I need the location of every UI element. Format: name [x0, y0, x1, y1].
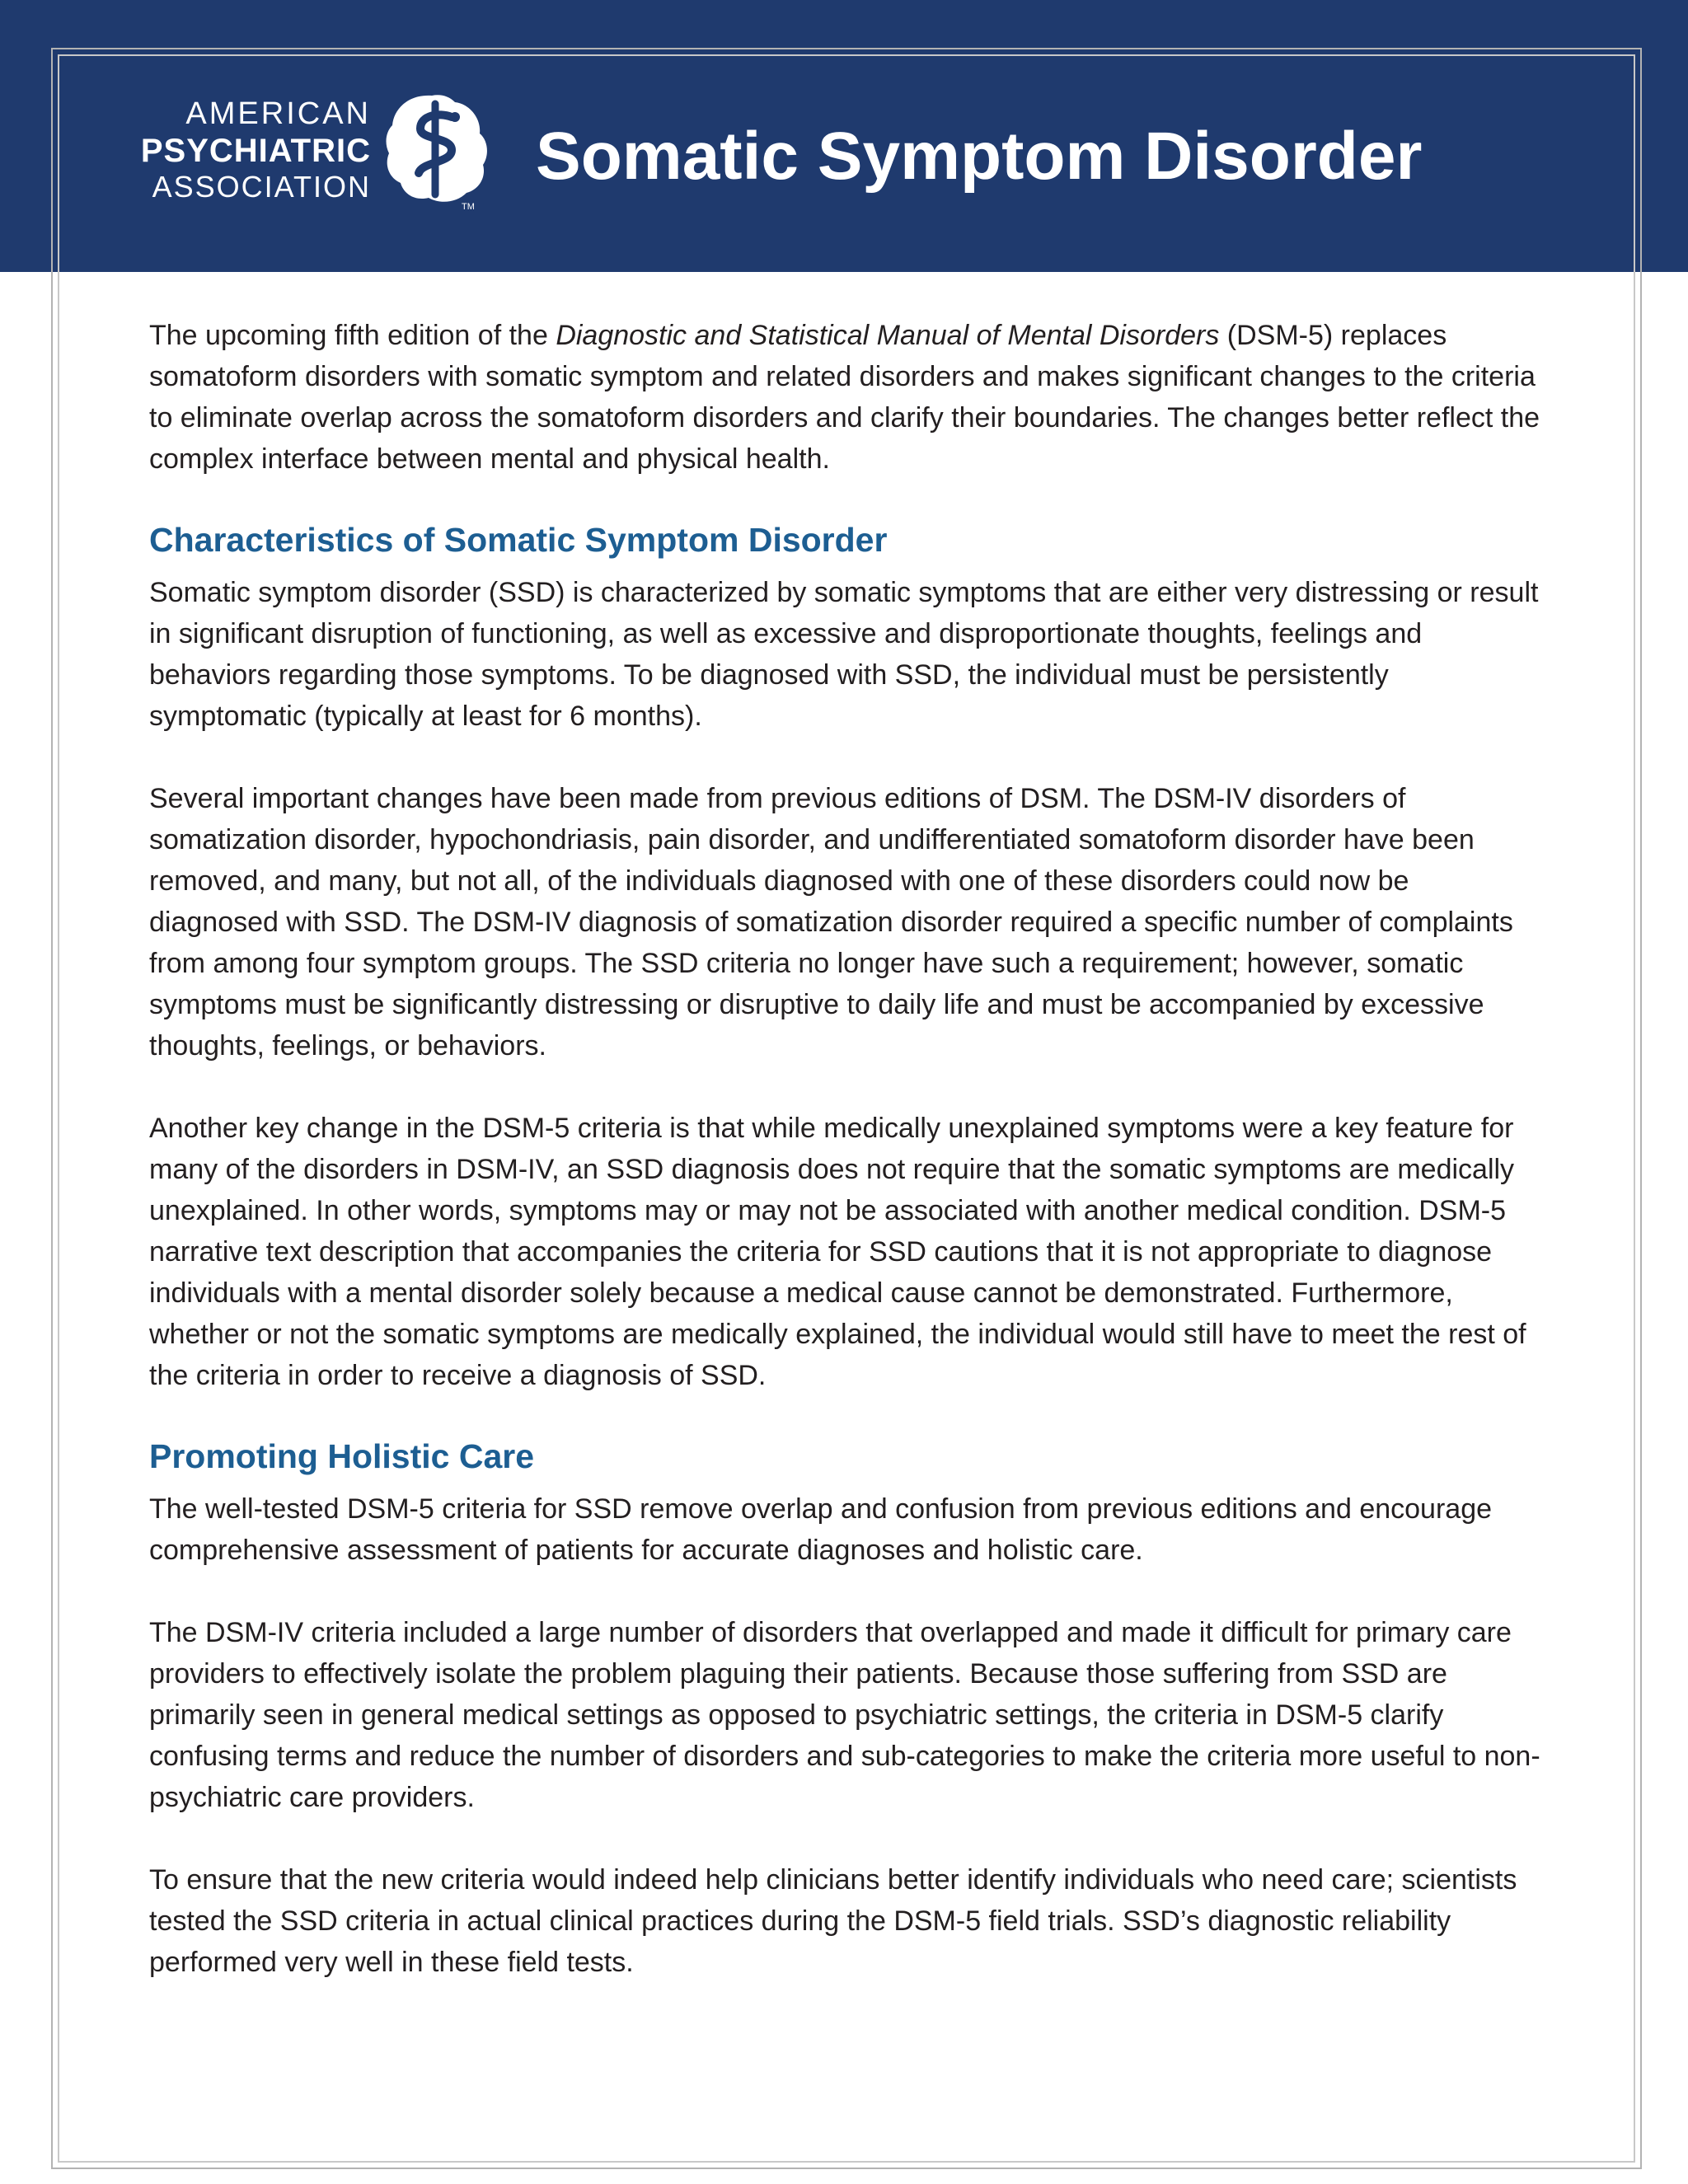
- section-heading-holistic-care: Promoting Holistic Care: [149, 1437, 535, 1475]
- paragraph: The well-tested DSM-5 criteria for SSD remove overlap and confusion from previous editions and encourage comprehensive assessment of patients for accurate diagnoses and holistic care.: [149, 1493, 1493, 1566]
- trademark-mark: TM: [462, 202, 475, 212]
- intro-paragraph: [149, 315, 1542, 480]
- intro-text-after: (DSM-5) replaces somatoform disorders with somatic symptom and related disorders and makes significant changes to the criteria to eliminate overlap across the somatoform disorders and clarify their boundaries. The changes better reflect the complex interface between mental and physical health.: [149, 320, 1540, 475]
- article-body: [149, 315, 1542, 1983]
- paragraph: The DSM-IV criteria included a large number of disorders that overlapped and made it difficult for primary care providers to effectively isolate the problem plaguing their patients. Because those suffering from SSD are primarily seen in general medical settings as opposed to psychiatric settings, the criteria in DSM-5 clarify confusing terms and reduce the number of disorders and sub-categories to make the criteria more useful to non-psychiatric care providers.: [149, 1617, 1540, 1813]
- wordmark-line-association: ASSOCIATION: [152, 170, 371, 204]
- wordmark-line-psychiatric: PSYCHIATRIC: [140, 133, 371, 169]
- section-heading-characteristics: Characteristics of Somatic Symptom Disorder: [149, 521, 888, 559]
- paragraph: Somatic symptom disorder (SSD) is characterized by somatic symptoms that are either very distressing or result in significant disruption of functioning, as well as excessive and disproportionate thoughts, feelings and behaviors regarding those symptoms. To be diagnosed with SSD, the individual must be persistently symptomatic (typically at least for 6 months).: [149, 577, 1539, 732]
- wordmark-line-american: AMERICAN: [185, 96, 371, 131]
- paragraph: Several important changes have been made from previous editions of DSM. The DSM-IV disorders of somatization disorder, hypochondriasis, pain disorder, and undifferentiated somatoform disorder have been removed, and many, but not all, of the individuals diagnosed with one of these disorders could now be diagnosed with SSD. The DSM-IV diagnosis of somatization disorder required a specific number of complaints from among four symptom groups. The SSD criteria no longer have such a requirement; however, somatic symptoms must be significantly distressing or disruptive to daily life and must be accompanied by excessive thoughts, feelings, or behaviors.: [149, 783, 1513, 1062]
- paragraph: To ensure that the new criteria would indeed help clinicians better identify individuals who need care; scientists tested the SSD criteria in actual clinical practices during the DSM-5 field trials. SSD’s diagnostic reliability performed very well in these field tests.: [149, 1864, 1517, 1978]
- page-title: Somatic Symptom Disorder: [536, 119, 1423, 194]
- manual-title: Diagnostic and Statistical Manual of Mental Disorders: [556, 320, 1220, 351]
- intro-text-before: The upcoming fifth edition of the: [149, 320, 556, 351]
- apa-wordmark: [107, 96, 371, 204]
- paragraph: Another key change in the DSM-5 criteria is that while medically unexplained symptoms were a key feature for many of the disorders in DSM-IV, an SSD diagnosis does not require that the somatic symptoms are medically unexplained. In other words, symptoms may or may not be associated with another medical condition. DSM-5 narrative text description that accompanies the criteria for SSD cautions that it is not appropriate to diagnose individuals with a mental disorder solely because a medical cause cannot be demonstrated. Furthermore, whether or not the somatic symptoms are medically explained, the individual would still have to meet the rest of the criteria in order to receive a diagnosis of SSD.: [149, 1113, 1526, 1391]
- apa-logo-icon: [381, 89, 490, 213]
